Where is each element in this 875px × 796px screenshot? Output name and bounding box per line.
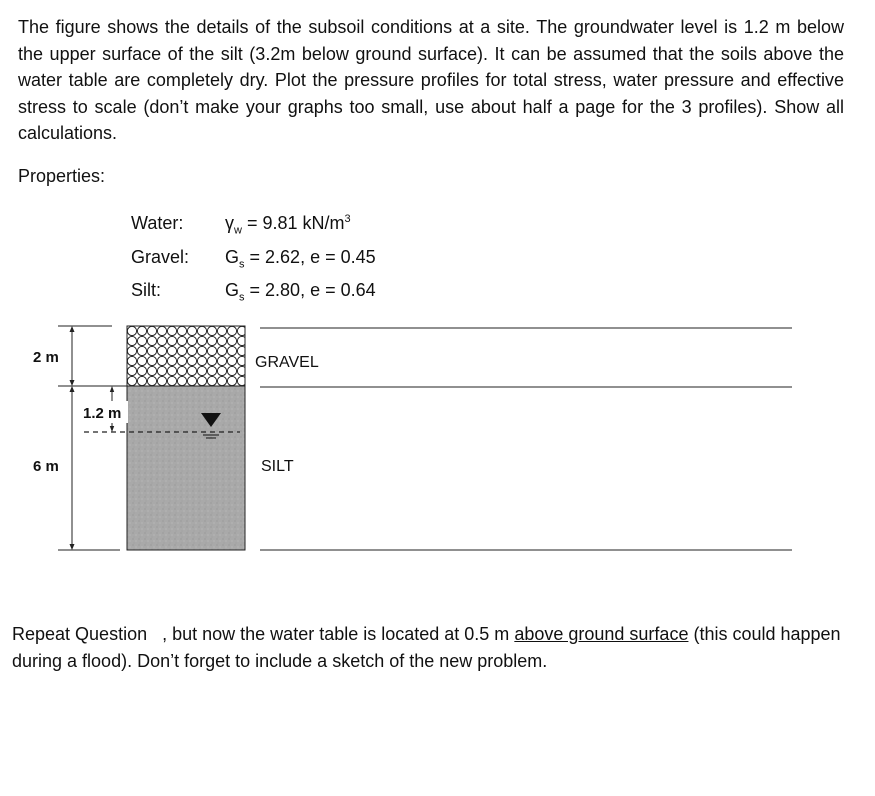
gravel-label: GRAVEL	[255, 354, 319, 371]
arrow-up-icon	[110, 386, 114, 392]
problem-paragraph: The figure shows the details of the subsoil conditions at a site. The groundwater level is 1.2 m below the upper surface of the silt (3.2m below ground surface). It can be assumed that the soils above the water table are completely dry. Plot the pressure profiles for total stress, water pressure and effective stress to scale (don’t make your graphs too small, use about half a page for the 3 profiles). Show all calculations.	[18, 17, 844, 143]
silt-value: $G_s = 2.80$, e = 0.64	[225, 280, 376, 304]
gravel-label: Gravel:	[131, 247, 190, 267]
repeat-text-middle: , but now the water table is located at 0.5 m	[162, 624, 510, 644]
water-value: $\gamma_w = 9.81$ $kN/m^3$	[225, 213, 351, 237]
silt-layer	[127, 386, 245, 550]
repeat-question-paragraph	[12, 621, 842, 675]
arrow-up-icon	[70, 326, 75, 332]
soil-profile-diagram	[0, 310, 875, 570]
properties-heading: Properties:	[18, 166, 106, 186]
gravel-value: $G_s = 2.62$, e = 0.45	[225, 247, 376, 271]
dimension-1-2m-label: 1.2 m	[83, 405, 122, 422]
silt-label: Silt:	[131, 280, 162, 300]
repeat-text-start: Repeat Question	[12, 624, 148, 644]
silt-label: SILT	[261, 458, 294, 475]
dimension-6m-label: 6 m	[33, 458, 59, 475]
arrow-up-icon	[70, 386, 75, 392]
arrow-down-icon	[110, 426, 114, 432]
water-label: Water:	[131, 213, 184, 233]
dimension-2m-label: 2 m	[33, 349, 59, 366]
arrow-down-icon	[70, 544, 75, 550]
arrow-down-icon	[70, 380, 75, 386]
gravel-layer	[127, 326, 245, 386]
repeat-text-underlined: above ground surface	[514, 624, 689, 644]
repeat-text-end: (this could happen during a flood). Don’t forget to include a sketch of the new problem.	[12, 624, 841, 671]
